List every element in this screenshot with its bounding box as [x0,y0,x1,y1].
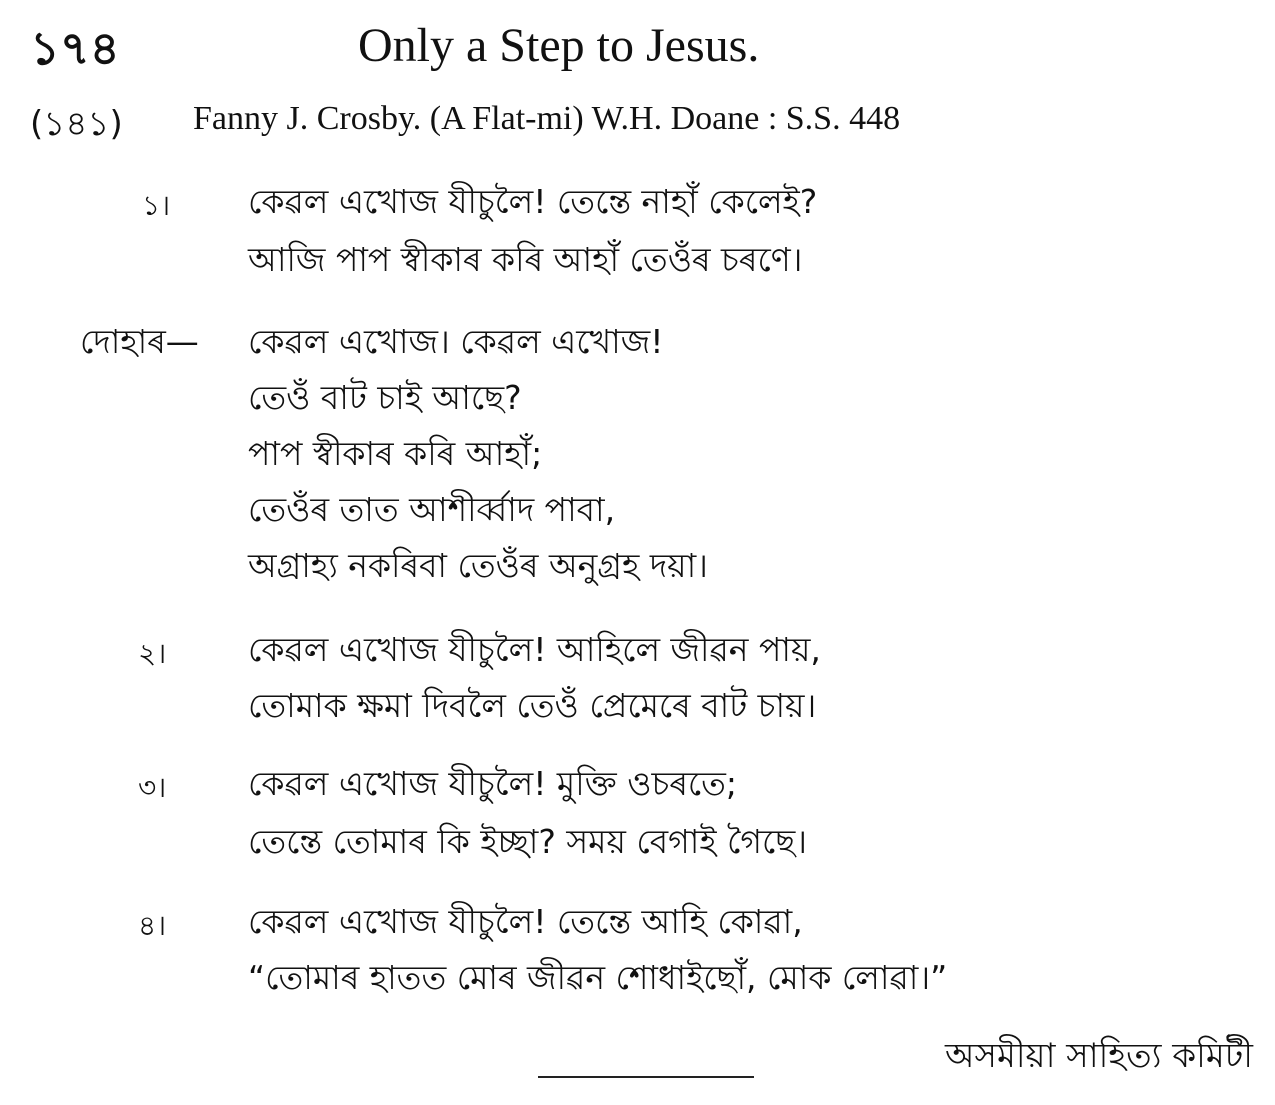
refrain-label: দোহাৰ— [80,322,199,361]
verse-4-line-1: কেৱল এখোজ যীচুলৈ! তেন্তে আহি কোৱা, [248,902,803,941]
refrain-line-1: কেৱল এখোজ। কেৱল এখোজ! [248,322,664,361]
refrain-line-2: তেওঁ বাট চাই আছে? [248,378,522,417]
verse-2-line-1: কেৱল এখোজ যীচুলৈ! আহিলে জীৱন পায়, [248,630,821,669]
verse-1-number: ১। [142,189,171,222]
hymn-credits: Fanny J. Crosby. (A Flat-mi) W.H. Doane : S.S. 448 [193,100,901,137]
verse-1-line-2: আজি পাপ স্বীকাৰ কৰি আহাঁ তেওঁৰ চৰণে। [248,240,803,279]
refrain-line-4: তেওঁৰ তাত আশীৰ্ব্বাদ পাবা, [248,490,616,529]
verse-2-line-2: তোমাক ক্ষমা দিবলৈ তেওঁ প্ৰেমেৰে বাট চায়। [248,686,817,725]
hymn-number: ১৭৪ [30,21,120,75]
alt-hymn-number: (১৪১) [30,104,123,144]
verse-2-number: ২। [138,637,167,670]
refrain-line-3: পাপ স্বীকাৰ কৰি আহাঁ; [248,434,543,473]
verse-3-line-2: তেন্তে তোমাৰ কি ইচ্ছা? সময় বেগাই গৈছে। [248,822,808,861]
verse-4-number: ৪। [138,909,167,942]
verse-3-number: ৩। [138,771,167,804]
verse-1-line-1: কেৱল এখোজ যীচুলৈ! তেন্তে নাহাঁ কেলেই? [248,182,818,221]
section-divider [538,1076,754,1078]
verse-4-line-2: “তোমাৰ হাতত মোৰ জীৱন শোধাইছোঁ, মোক লোৱা।” [248,958,948,997]
verse-3-line-1: কেৱল এখোজ যীচুলৈ! মুক্তি ওচৰতে; [248,764,738,803]
refrain-line-5: অগ্ৰাহ্য নকৰিবা তেওঁৰ অনুগ্ৰহ দয়া। [248,546,708,585]
attribution: অসমীয়া সাহিত্য কমিটী [945,1036,1253,1076]
hymn-title: Only a Step to Jesus. [358,19,760,72]
